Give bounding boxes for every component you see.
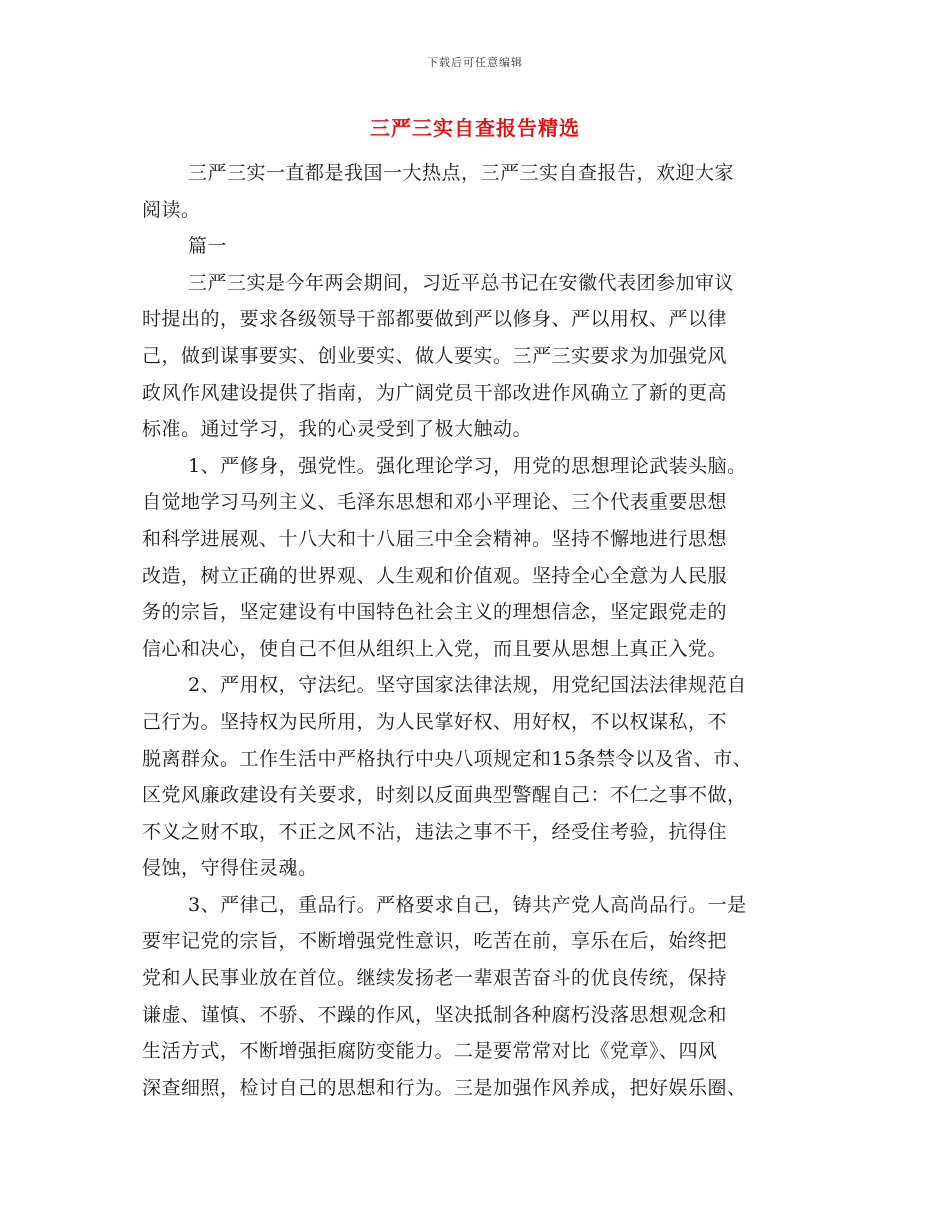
body-line: 三严三实一直都是我国一大热点，三严三实自查报告，欢迎大家	[188, 162, 735, 184]
body-line: 党和人民事业放在首位。继续发扬老一辈艰苦奋斗的优良传统，保持	[142, 967, 728, 990]
body-line: 三严三实是今年两会期间，习近平总书记在安徽代表团参加审议	[188, 271, 735, 294]
body-line: 和科学进展观、十八大和十八届三中全会精神。坚持不懈地进行思想	[142, 527, 728, 550]
document-body	[142, 155, 802, 1106]
document-title: 三严三实自查报告精选	[370, 116, 580, 140]
body-line: 务的宗旨，坚定建设有中国特色社会主义的理想信念，坚定跟党走的	[142, 601, 728, 624]
body-line: 己，做到谋事要实、创业要实、做人要实。三严三实要求为加强党风	[142, 344, 728, 367]
body-line: 阅读。	[142, 198, 201, 221]
body-line: 己行为。坚持权为民所用，为人民掌好权、用好权，不以权谋私，不	[142, 710, 728, 733]
body-line: 不义之财不取，不正之风不沾，违法之事不干，经受住考验，抗得住	[142, 820, 728, 843]
body-line: 侵蚀，守得住灵魂。	[142, 857, 318, 880]
page-header-note: 下载后可任意编辑	[427, 56, 523, 69]
body-line: 脱离群众。工作生活中严格执行中央八项规定和15条禁令以及省、市、	[142, 747, 753, 770]
body-line: 谦虚、谨慎、不骄、不躁的作风，坚决抵制各种腐朽没落思想观念和	[142, 1003, 728, 1026]
body-line: 1、严修身，强党性。强化理论学习，用党的思想理论武装头脑。	[188, 454, 747, 477]
body-line: 标准。通过学习，我的心灵受到了极大触动。	[142, 418, 533, 441]
body-line: 区党风廉政建设有关要求，时刻以反面典型警醒自己：不仁之事不做，	[142, 784, 747, 807]
body-line: 篇一	[188, 235, 228, 258]
body-line: 信心和决心，使自己不但从组织上入党，而且要从思想上真正入党。	[142, 637, 728, 660]
body-line: 生活方式，不断增强拒腐防变能力。二是要常常对比《党章》、四风	[142, 1040, 718, 1063]
body-line: 改造，树立正确的世界观、人生观和价值观。坚持全心全意为人民服	[142, 564, 728, 587]
body-line: 深查细照，检讨自己的思想和行为。三是加强作风养成，把好娱乐圈、	[142, 1076, 747, 1099]
body-line: 政风作风建设提供了指南，为广阔党员干部改进作风确立了新的更高	[142, 381, 728, 404]
body-line: 2、严用权，守法纪。坚守国家法律法规，用党纪国法法律规范自	[188, 674, 747, 697]
body-line: 3、严律己，重品行。严格要求自己，铸共产党人高尚品行。一是	[188, 893, 747, 916]
body-line: 自觉地学习马列主义、毛泽东思想和邓小平理论、三个代表重要思想	[142, 491, 728, 514]
body-line: 要牢记党的宗旨，不断增强党性意识，吃苦在前，享乐在后，始终把	[142, 930, 728, 953]
body-line: 时提出的，要求各级领导干部都要做到严以修身、严以用权、严以律	[142, 308, 728, 331]
